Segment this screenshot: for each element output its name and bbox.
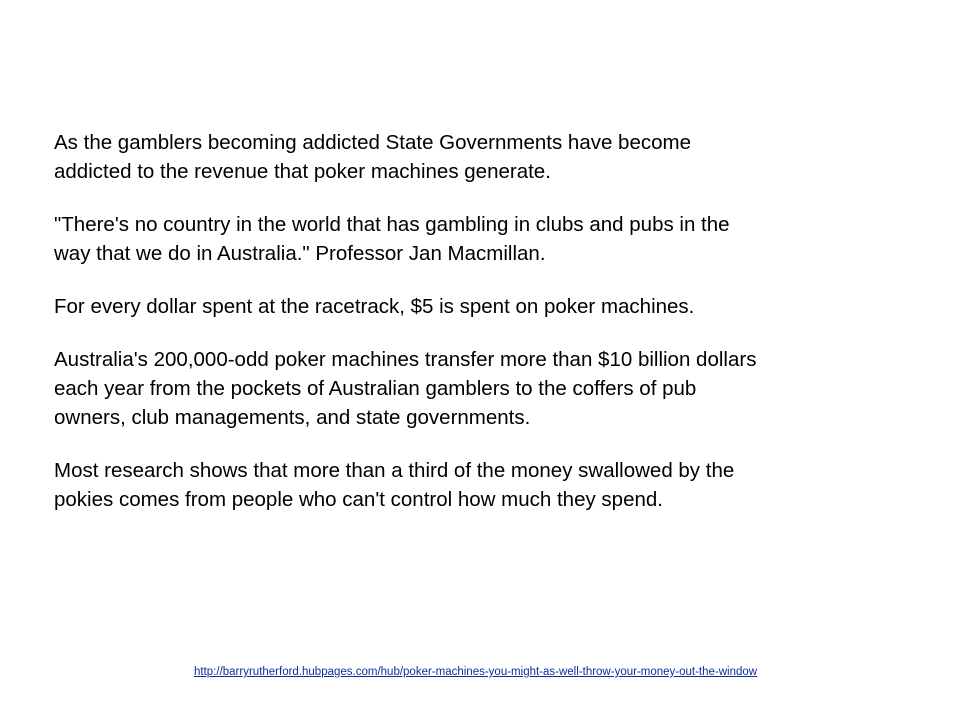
text-body — [54, 128, 874, 538]
source-link[interactable]: http://barryrutherford.hubpages.com/hub/poker-machines-you-might-as-well-throw-your-money-out-the-window — [194, 666, 758, 678]
paragraph-macmillan-quote: "There's no country in the world that has gambling in clubs and pubs in the way that we do in Australia." Professor Jan Macmillan. — [54, 213, 730, 265]
paragraph-racetrack-comparison: For every dollar spent at the racetrack, $5 is spent on poker machines. — [54, 295, 695, 318]
paragraph-revenue-addiction: As the gamblers becoming addicted State Governments have become addicted to the revenue that poker machines generate. — [54, 131, 691, 183]
paragraph-machine-transfers: Australia's 200,000-odd poker machines transfer more than $10 billion dollars each year from the pockets of Australian gamblers to the coffers of pub owners, club managements, and state governments. — [54, 348, 757, 429]
paragraph-research-findings: Most research shows that more than a third of the money swallowed by the pokies comes from people who can't control how much they spend. — [54, 459, 735, 511]
